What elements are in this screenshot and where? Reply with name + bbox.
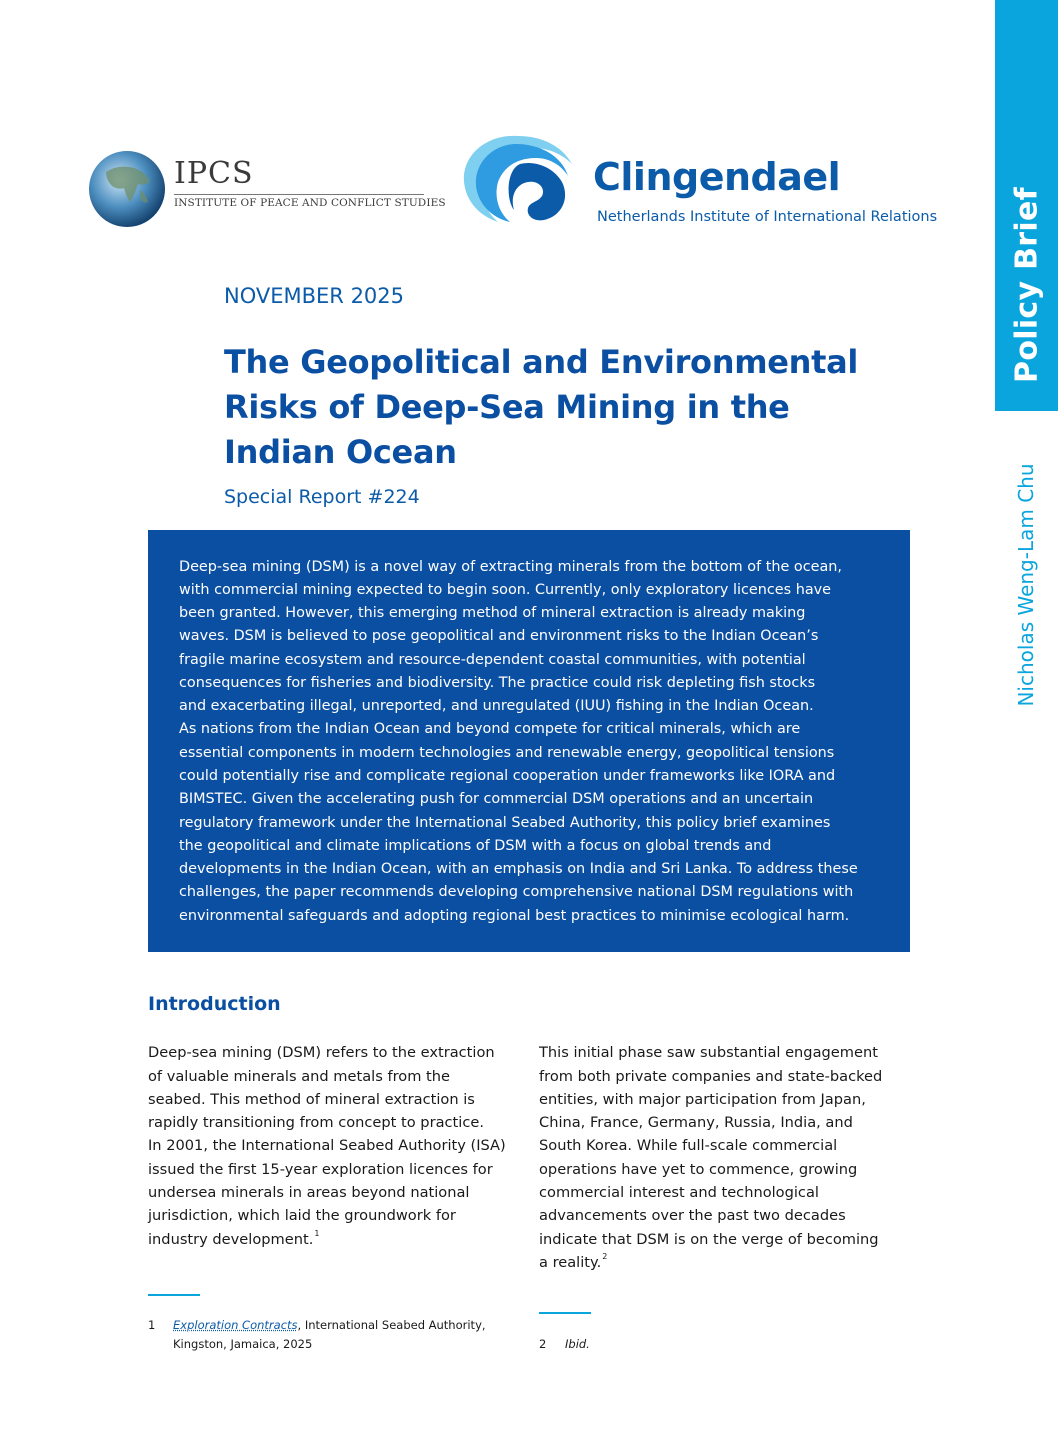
abstract-line: environmental safeguards and adopting regional best practices to minimise ecological harm.: [179, 908, 850, 924]
abstract-line: essential components in modern technologies and renewable energy, geopolitical tensions: [179, 745, 835, 761]
title-line: Risks of Deep-Sea Mining in the: [224, 388, 790, 426]
intro-right-line: commercial interest and technological: [539, 1184, 819, 1201]
clingendael-subtitle: Netherlands Institute of International Relations: [597, 209, 938, 225]
intro-right-text: a reality.: [539, 1254, 602, 1271]
intro-left-line: rapidly transitioning from concept to practice.: [148, 1114, 484, 1131]
report-title: [224, 340, 924, 475]
footnote-2-number: 2: [539, 1337, 547, 1351]
abstract-line: As nations from the Indian Ocean and beyond compete for critical minerals, which are: [179, 721, 801, 737]
abstract-line: fragile marine ecosystem and resource-dependent coastal communities, with potential: [179, 652, 806, 668]
footnote-1-link[interactable]: Exploration Contracts: [173, 1318, 298, 1332]
intro-left-line: Deep-sea mining (DSM) refers to the extraction: [148, 1044, 495, 1061]
intro-right-line-last: [539, 1254, 607, 1271]
ipcs-name: IPCS: [174, 156, 254, 191]
footnote-ref-1[interactable]: 1: [314, 1229, 320, 1238]
footnote-divider-left: [148, 1294, 200, 1296]
abstract-line: consequences for fisheries and biodiversity. The practice could risk depleting fish stocks: [179, 675, 816, 691]
publication-date: NOVEMBER 2025: [224, 284, 405, 308]
abstract-line: Deep-sea mining (DSM) is a novel way of extracting minerals from the bottom of the ocean,: [179, 559, 842, 575]
report-number: Special Report #224: [224, 486, 420, 508]
footnote-1-line2: Kingston, Jamaica, 2025: [173, 1337, 313, 1351]
abstract-line: BIMSTEC. Given the accelerating push for commercial DSM operations and an uncertain: [179, 791, 814, 807]
ipcs-full-name: INSTITUTE OF PEACE AND CONFLICT STUDIES: [174, 197, 446, 209]
intro-left-line: of valuable minerals and metals from the: [148, 1068, 451, 1085]
intro-right-line: operations have yet to commence, growing: [539, 1161, 858, 1178]
intro-right-line: entities, with major participation from Japan,: [539, 1091, 866, 1108]
footnote-2-text: Ibid.: [565, 1337, 590, 1351]
intro-right-line: This initial phase saw substantial engagement: [539, 1044, 878, 1061]
intro-right-line: advancements over the past two decades: [539, 1207, 846, 1224]
footnote-1-source: , International Seabed Authority,: [297, 1318, 486, 1332]
abstract-line: could potentially rise and complicate regional cooperation under frameworks like IORA and: [179, 768, 836, 784]
intro-left-line: issued the first 15-year exploration licences for: [148, 1161, 493, 1178]
intro-right-line: from both private companies and state-backed: [539, 1068, 883, 1085]
intro-right-line: indicate that DSM is on the verge of becoming: [539, 1231, 879, 1248]
intro-left-text: industry development.: [148, 1231, 314, 1248]
abstract-line: regulatory framework under the International Seabed Authority, this policy brief examines: [179, 815, 831, 831]
footnote-1-number: 1: [148, 1318, 156, 1332]
intro-left-line: jurisdiction, which laid the groundwork for: [148, 1207, 456, 1224]
clingendael-name: Clingendael: [593, 155, 841, 199]
intro-left-line: seabed. This method of mineral extraction is: [148, 1091, 475, 1108]
footnote-ref-2[interactable]: 2: [602, 1252, 608, 1261]
author-name: Nicholas Weng-Lam Chu: [1014, 463, 1038, 707]
footnote-1: [173, 1318, 486, 1332]
title-line: Indian Ocean: [224, 433, 457, 471]
clingendael-logo-mark: [458, 130, 580, 228]
abstract-line: challenges, the paper recommends developing comprehensive national DSM regulations with: [179, 884, 854, 900]
intro-right-line: China, France, Germany, Russia, India, and: [539, 1114, 853, 1131]
ipcs-divider: [174, 194, 424, 195]
policy-brief-label: Policy Brief: [1009, 187, 1045, 383]
abstract-line: the geopolitical and climate implications of DSM with a focus on global trends and: [179, 838, 772, 854]
intro-left-line: undersea minerals in areas beyond national: [148, 1184, 470, 1201]
section-heading-introduction: Introduction: [148, 993, 281, 1015]
abstract-line: been granted. However, this emerging method of mineral extraction is already making: [179, 605, 806, 621]
title-line: The Geopolitical and Environmental: [224, 343, 859, 381]
ipcs-globe-logo: [88, 150, 166, 228]
intro-left-line: In 2001, the International Seabed Authority (ISA): [148, 1137, 506, 1154]
abstract-line: developments in the Indian Ocean, with an emphasis on India and Sri Lanka. To address these: [179, 861, 858, 877]
intro-left-line-last: [148, 1231, 319, 1248]
abstract-line: with commercial mining expected to begin soon. Currently, only exploratory licences have: [179, 582, 832, 598]
abstract-line: waves. DSM is believed to pose geopolitical and environment risks to the Indian Ocean’s: [179, 628, 819, 644]
abstract-line: and exacerbating illegal, unreported, and unregulated (IUU) fishing in the Indian Ocean.: [179, 698, 814, 714]
footnote-divider-right: [539, 1312, 591, 1314]
intro-right-line: South Korea. While full-scale commercial: [539, 1137, 838, 1154]
